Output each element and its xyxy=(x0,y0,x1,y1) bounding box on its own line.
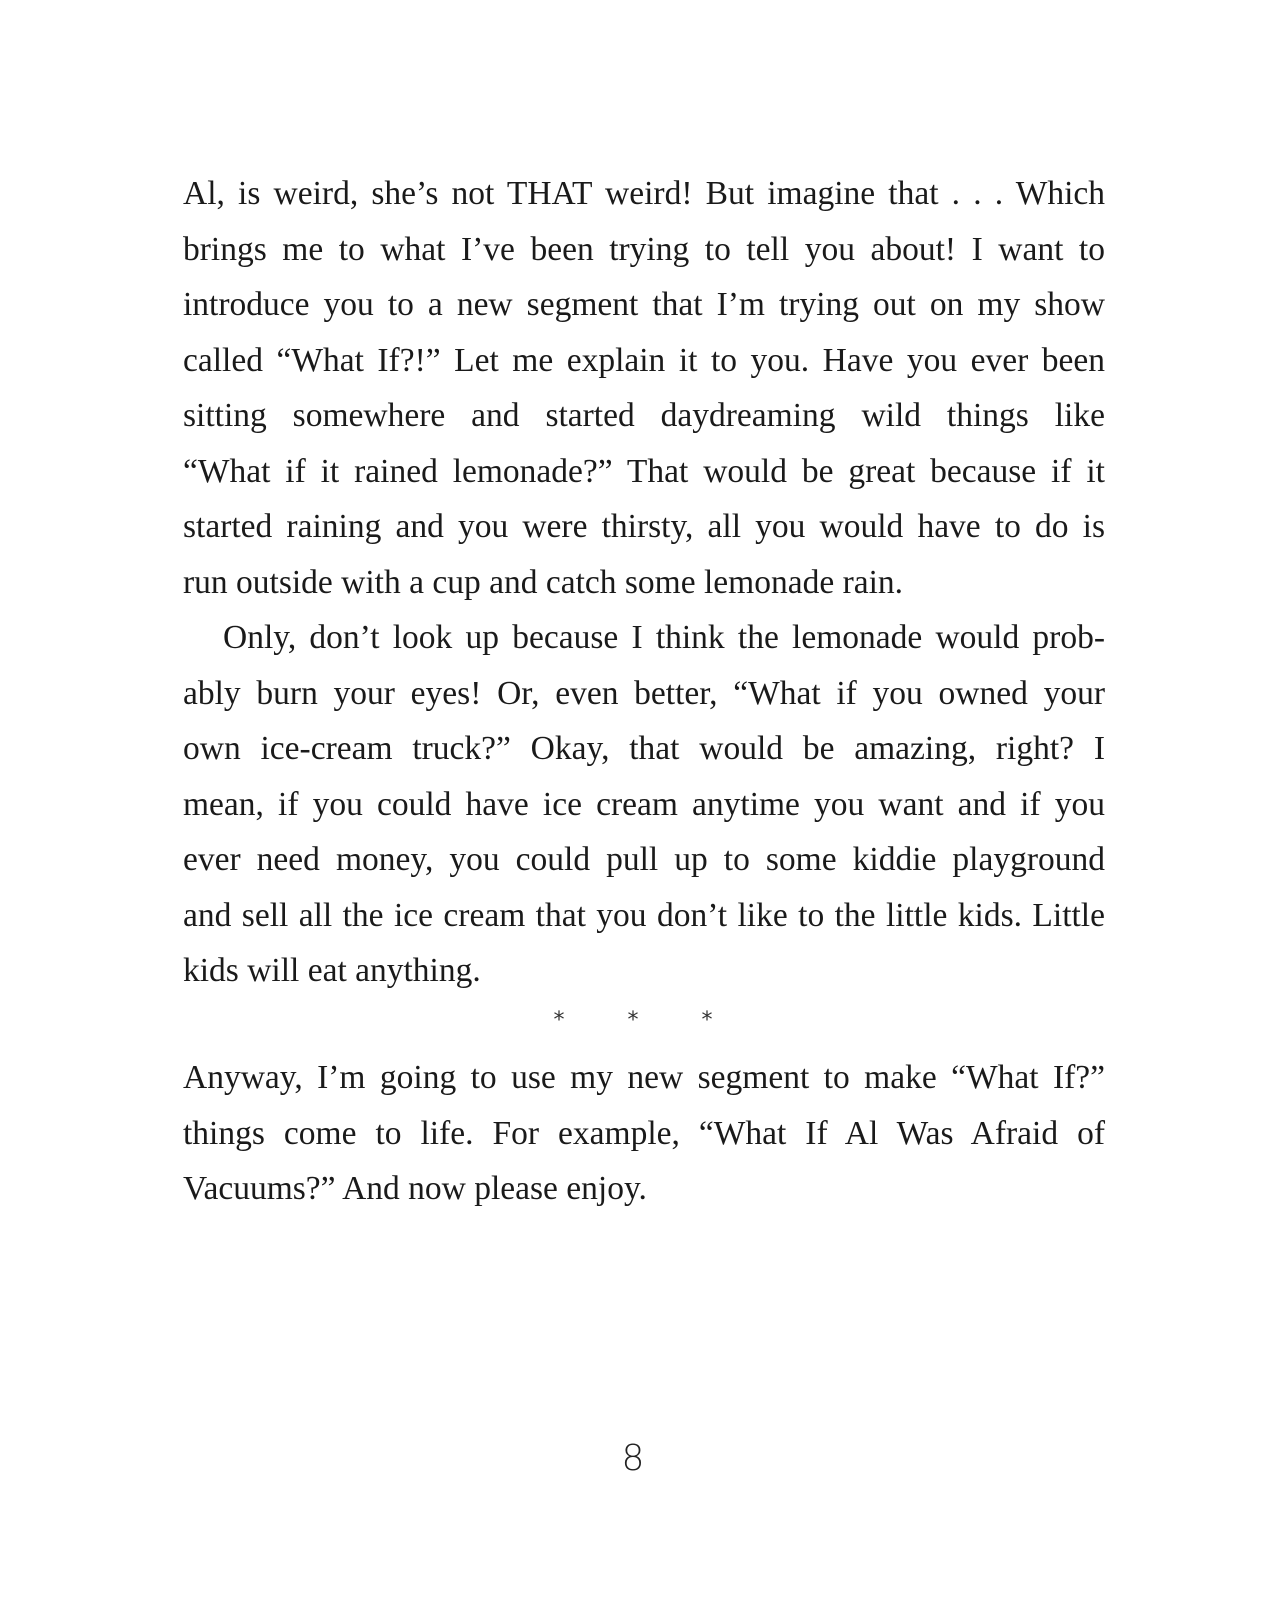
text-line: Vacuums?” And now please enjoy. xyxy=(183,1170,647,1207)
body-text-bottom xyxy=(183,1050,1105,1217)
text-line: started raining and you were thirsty, all you would have to do is xyxy=(183,508,1105,545)
text-line: mean, if you could have ice cream anytime you want and if you xyxy=(183,785,1105,823)
text-line: ably burn your eyes! Or, even better, “What if you owned your xyxy=(183,674,1105,712)
text-line: called “What If?!” Let me explain it to you. Have you ever been xyxy=(183,341,1105,379)
text-line: Anyway, I’m going to use my new segment to make “What If?” xyxy=(183,1059,1105,1096)
text-line: introduce you to a new segment that I’m trying out on my show xyxy=(183,286,1105,323)
text-line: run outside with a cup and catch some lemonade rain. xyxy=(183,563,904,601)
section-break: * * * xyxy=(553,1008,741,1033)
text-line: brings me to what I’ve been trying to tell you about! I want to xyxy=(183,230,1105,268)
text-line: Only, don’t look up because I think the lemonade would prob- xyxy=(223,619,1105,656)
text-line: ever need money, you could pull up to some kiddie playground xyxy=(183,841,1105,878)
text-line: “What if it rained lemonade?” That would be great because if it xyxy=(183,452,1105,490)
text-line: things come to life. For example, “What If Al Was Afraid of xyxy=(183,1114,1105,1152)
text-line: Al, is weird, she’s not THAT weird! But imagine that . . . Which xyxy=(183,175,1105,212)
text-line: and sell all the ice cream that you don’t like to the little kids. Little xyxy=(183,896,1105,934)
text-line: kids will eat anything. xyxy=(183,952,481,989)
body-text-top xyxy=(183,166,1105,999)
page-number: 8 xyxy=(621,1438,645,1479)
text-line: own ice-cream truck?” Okay, that would be amazing, right? I xyxy=(183,730,1105,767)
text-line: sitting somewhere and started daydreaming wild things like xyxy=(183,397,1105,434)
